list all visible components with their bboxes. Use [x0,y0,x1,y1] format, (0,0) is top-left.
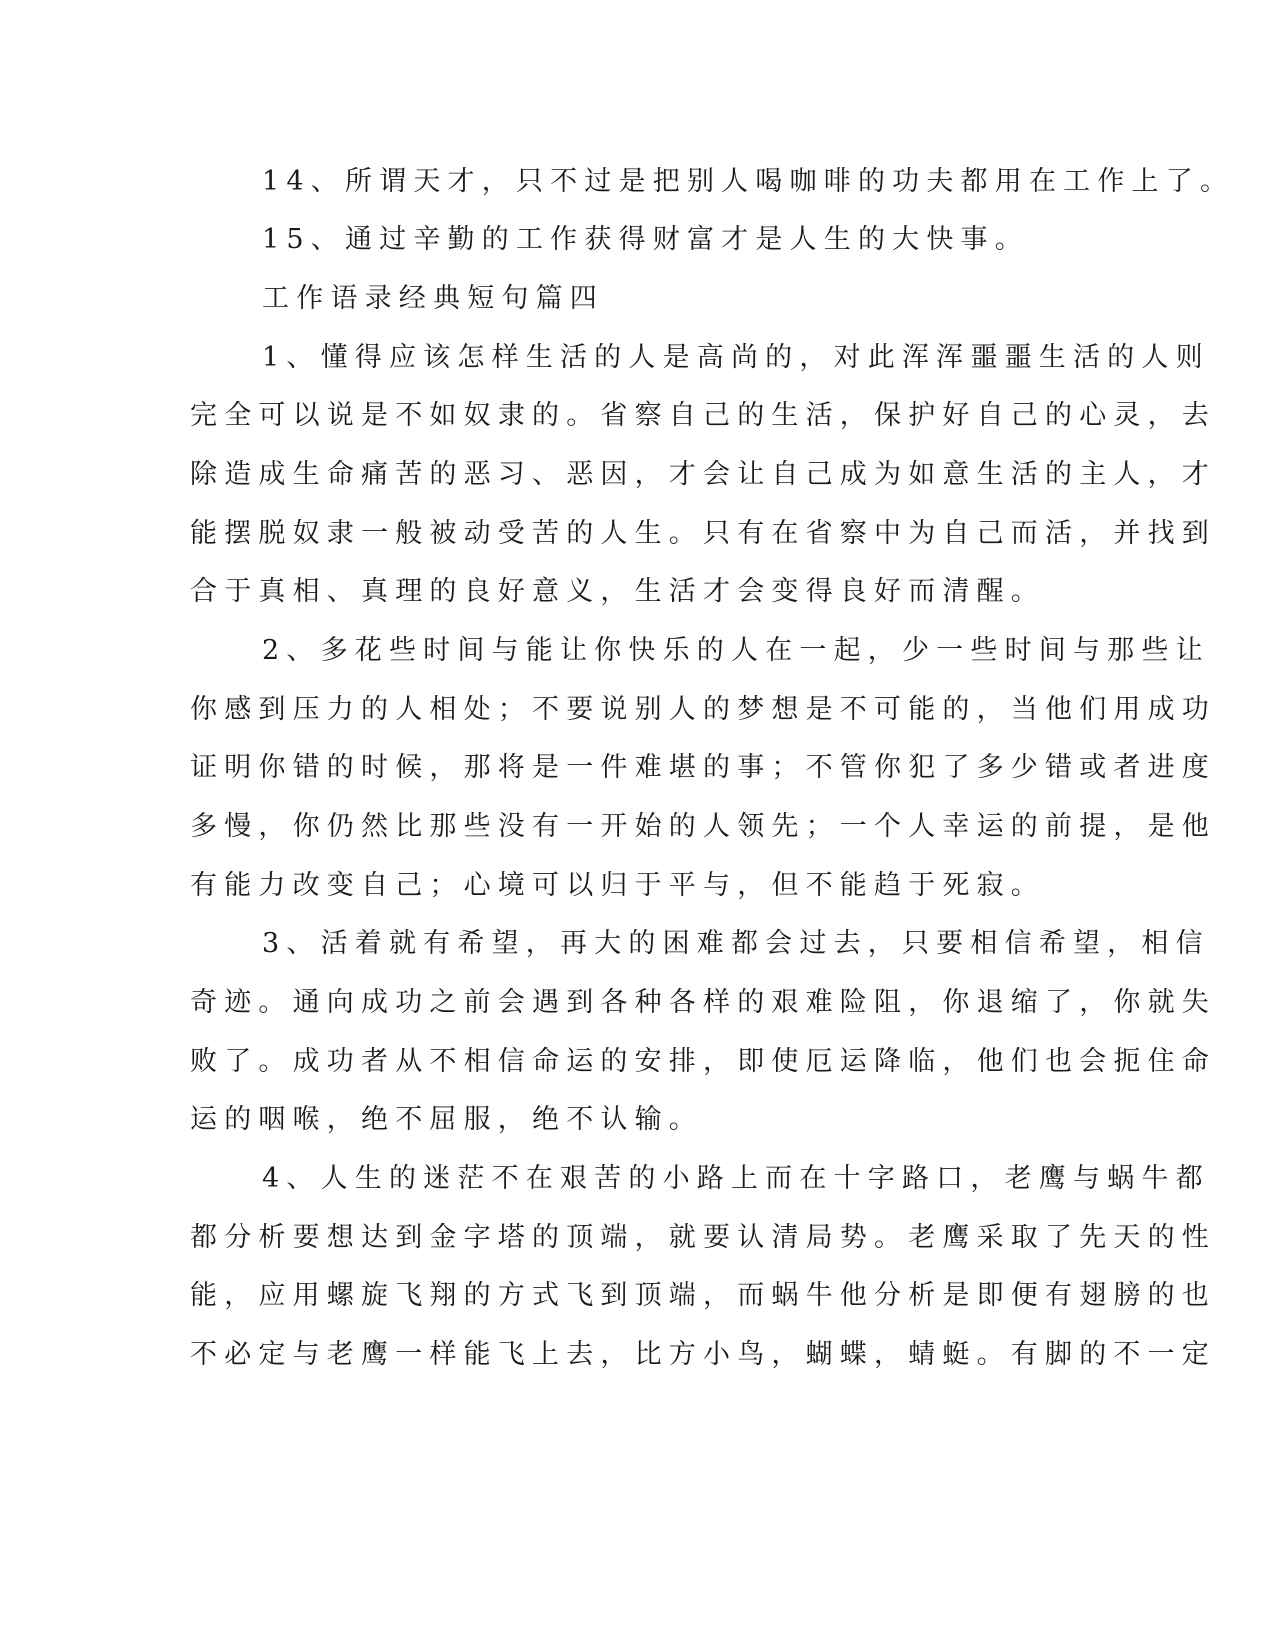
paragraph-3-line-4: 运的咽喉，绝不屈服，绝不认输。 [190,1104,703,1135]
paragraph-1-line-2: 完全可以说是不如奴隶的。省察自己的生活，保护好自己的心灵，去 [190,400,1216,431]
paragraph-1-line-4: 能摆脱奴隶一般被动受苦的人生。只有在省察中为自己而活，并找到 [190,518,1216,549]
paragraph-3-line-3: 败了。成功者从不相信命运的安排，即使厄运降临，他们也会扼住命 [190,1046,1216,1077]
paragraph-3-line-1: 3、活着就有希望，再大的困难都会过去，只要相信希望，相信 [262,928,1210,959]
paragraph-2-line-2: 你感到压力的人相处；不要说别人的梦想是不可能的，当他们用成功 [190,694,1216,725]
paragraph-4-line-1: 4、人生的迷茫不在艰苦的小路上而在十字路口，老鹰与蜗牛都 [262,1163,1210,1194]
paragraph-1-line-5: 合于真相、真理的良好意义，生活才会变得良好而清醒。 [190,576,1045,607]
quote-15: 15、通过辛勤的工作获得财富才是人生的大快事。 [262,224,1029,255]
paragraph-1-line-1: 1、懂得应该怎样生活的人是高尚的，对此浑浑噩噩生活的人则 [262,342,1210,373]
paragraph-3-line-2: 奇迹。通向成功之前会遇到各种各样的艰难险阻，你退缩了，你就失 [190,987,1216,1018]
paragraph-2-line-4: 多慢，你仍然比那些没有一开始的人领先；一个人幸运的前提，是他 [190,811,1216,842]
quote-14: 14、所谓天才，只不过是把别人喝咖啡的功夫都用在工作上了。 [262,166,1235,197]
section-heading: 工作语录经典短句篇四 [262,283,604,314]
paragraph-4-line-4: 不必定与老鹰一样能飞上去，比方小鸟，蝴蝶，蜻蜓。有脚的不一定 [190,1339,1216,1370]
paragraph-2-line-1: 2、多花些时间与能让你快乐的人在一起，少一些时间与那些让 [262,635,1210,666]
paragraph-4-line-2: 都分析要想达到金字塔的顶端，就要认清局势。老鹰采取了先天的性 [190,1222,1216,1253]
paragraph-2-line-5: 有能力改变自己；心境可以归于平与，但不能趋于死寂。 [190,870,1045,901]
paragraph-1-line-3: 除造成生命痛苦的恶习、恶因，才会让自己成为如意生活的主人，才 [190,459,1216,490]
paragraph-2-line-3: 证明你错的时候，那将是一件难堪的事；不管你犯了多少错或者进度 [190,752,1216,783]
paragraph-4-line-3: 能，应用螺旋飞翔的方式飞到顶端，而蜗牛他分析是即便有翅膀的也 [190,1280,1216,1311]
